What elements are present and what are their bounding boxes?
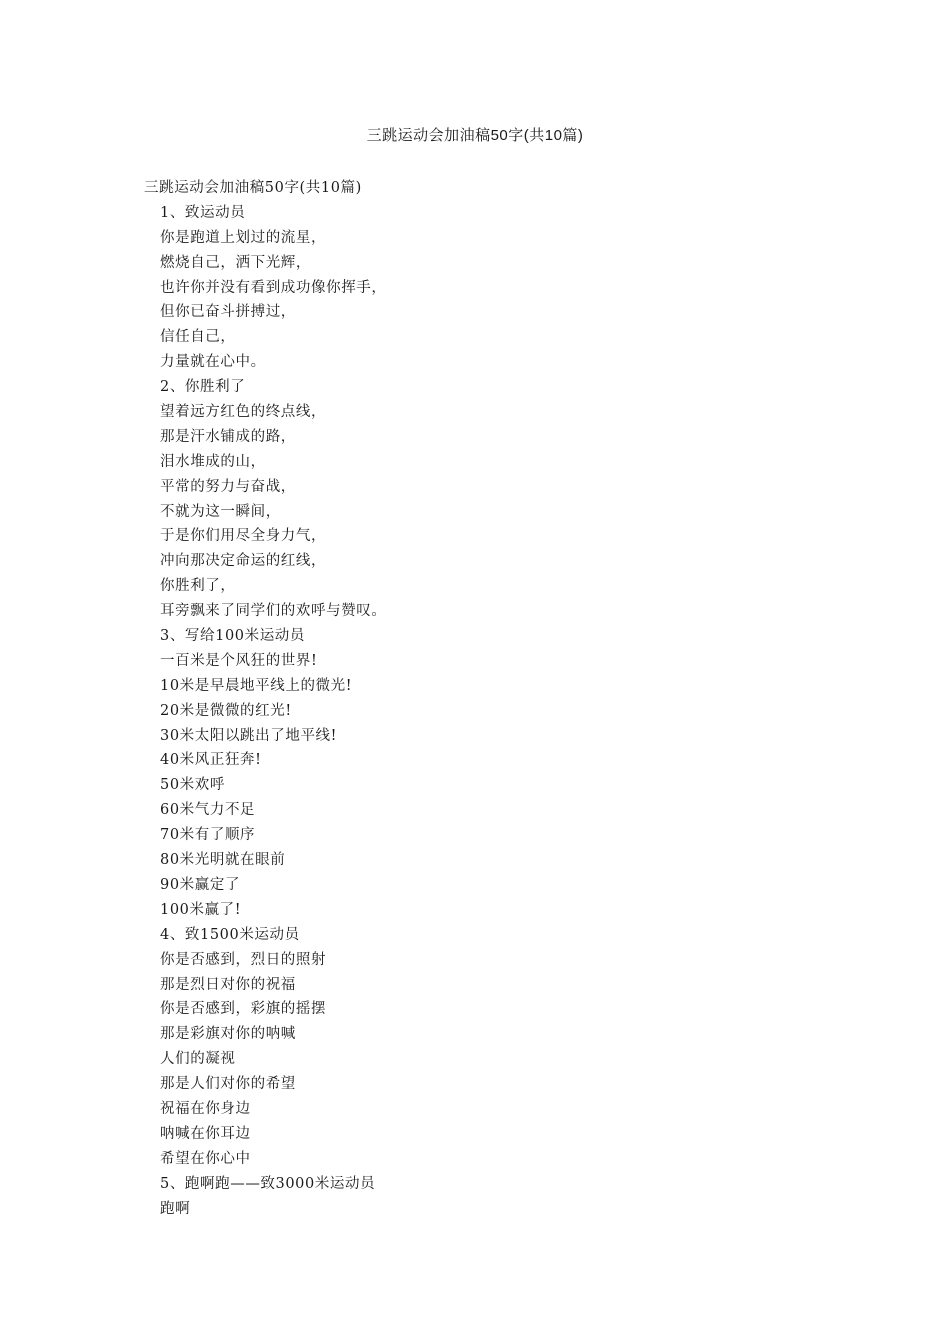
text-line: 5、跑啊跑——致3000米运动员 (160, 1175, 376, 1192)
text-line: 80米光明就在眼前 (160, 852, 286, 869)
text-line: 70米有了顺序 (160, 827, 256, 844)
text-line: 冲向那决定命运的红线， (160, 553, 327, 570)
text-line: 你胜利了， (160, 578, 236, 595)
text-line: 40米风正狂奔! (160, 752, 262, 769)
text-line: 望着远方红色的终点线， (160, 404, 327, 421)
text-line: 那是烈日对你的祝福 (160, 976, 296, 993)
text-line: 不就为这一瞬间， (160, 503, 281, 520)
text-line: 三跳运动会加油稿50字(共10篇) (144, 180, 362, 196)
text-line: 90米赢定了 (160, 876, 241, 893)
text-line: 祝福在你身边 (160, 1100, 251, 1117)
text-line: 2、你胜利了 (160, 379, 246, 396)
text-line: 你是跑道上划过的流星， (160, 229, 327, 246)
text-line: 100米赢了! (160, 901, 242, 918)
text-line: 那是人们对你的希望 (160, 1076, 296, 1093)
text-line: 力量就在心中。 (160, 354, 266, 371)
text-line: 你是否感到，彩旗的摇摆 (160, 1001, 327, 1018)
text-line: 信任自己， (160, 329, 236, 346)
text-line: 呐喊在你耳边 (160, 1125, 251, 1142)
text-line: 那是彩旗对你的呐喊 (160, 1026, 296, 1043)
text-line: 60米气力不足 (160, 802, 256, 819)
text-line: 于是你们用尽全身力气， (160, 528, 327, 545)
text-line: 跑啊 (160, 1200, 191, 1217)
text-line: 希望在你心中 (160, 1150, 251, 1167)
text-line: 3、写给100米运动员 (160, 628, 306, 645)
text-line: 10米是早晨地平线上的微光! (160, 677, 353, 694)
text-line: 人们的凝视 (160, 1051, 236, 1068)
text-line: 一百米是个风狂的世界! (160, 652, 318, 669)
text-line: 你是否感到，烈日的照射 (160, 951, 327, 968)
text-line: 泪水堆成的山， (160, 453, 266, 470)
text-line: 那是汗水铺成的路， (160, 428, 296, 445)
text-line: 燃烧自己，洒下光辉， (160, 254, 311, 271)
text-line: 50米欢呼 (160, 777, 225, 794)
text-line: 耳旁飘来了同学们的欢呼与赞叹。 (160, 603, 387, 620)
text-line: 20米是微微的红光! (160, 702, 292, 719)
document-title: 三跳运动会加油稿50字(共10篇) (366, 127, 584, 144)
text-line: 1、致运动员 (160, 204, 246, 221)
text-line: 30米太阳以跳出了地平线! (160, 727, 338, 744)
text-line: 也许你并没有看到成功像你挥手， (160, 279, 387, 296)
text-line: 4、致1500米运动员 (160, 926, 300, 943)
text-line: 平常的努力与奋战， (160, 478, 296, 495)
document-body (144, 176, 824, 1221)
text-line: 但你已奋斗拼搏过， (160, 304, 296, 321)
